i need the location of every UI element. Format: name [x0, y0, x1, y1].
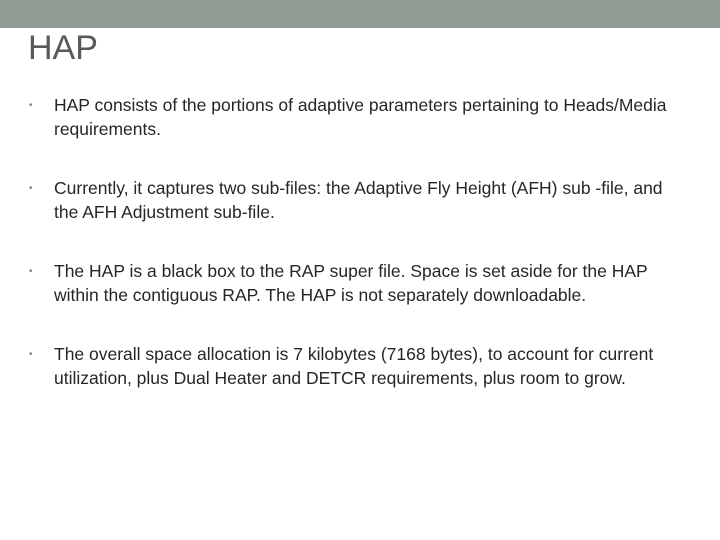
bullet-text: Currently, it captures two sub-files: the Adaptive Fly Height (AFH) sub -file, and the AFH Adjustment sub-file.: [54, 178, 663, 222]
bullet-icon: •: [29, 349, 33, 360]
bullet-icon: •: [29, 266, 33, 277]
slide-title: HAP: [28, 29, 98, 67]
bullet-icon: •: [29, 100, 33, 111]
bullet-text: HAP consists of the portions of adaptive parameters pertaining to Heads/Media requirements.: [54, 95, 667, 139]
bullet-item: [28, 343, 688, 390]
bullet-text: The HAP is a black box to the RAP super file. Space is set aside for the HAP within the contiguous RAP. The HAP is not separately downloadable.: [54, 261, 648, 305]
bullet-item: [28, 177, 688, 224]
top-accent-band: [0, 0, 720, 28]
bullet-list: [28, 94, 688, 390]
bullet-item: [28, 260, 688, 307]
bullet-item: [28, 94, 688, 141]
bullet-text: The overall space allocation is 7 kilobytes (7168 bytes), to account for current utilization, plus Dual Heater and DETCR requirements, plus room to grow.: [54, 344, 654, 388]
bullet-icon: •: [29, 183, 33, 194]
